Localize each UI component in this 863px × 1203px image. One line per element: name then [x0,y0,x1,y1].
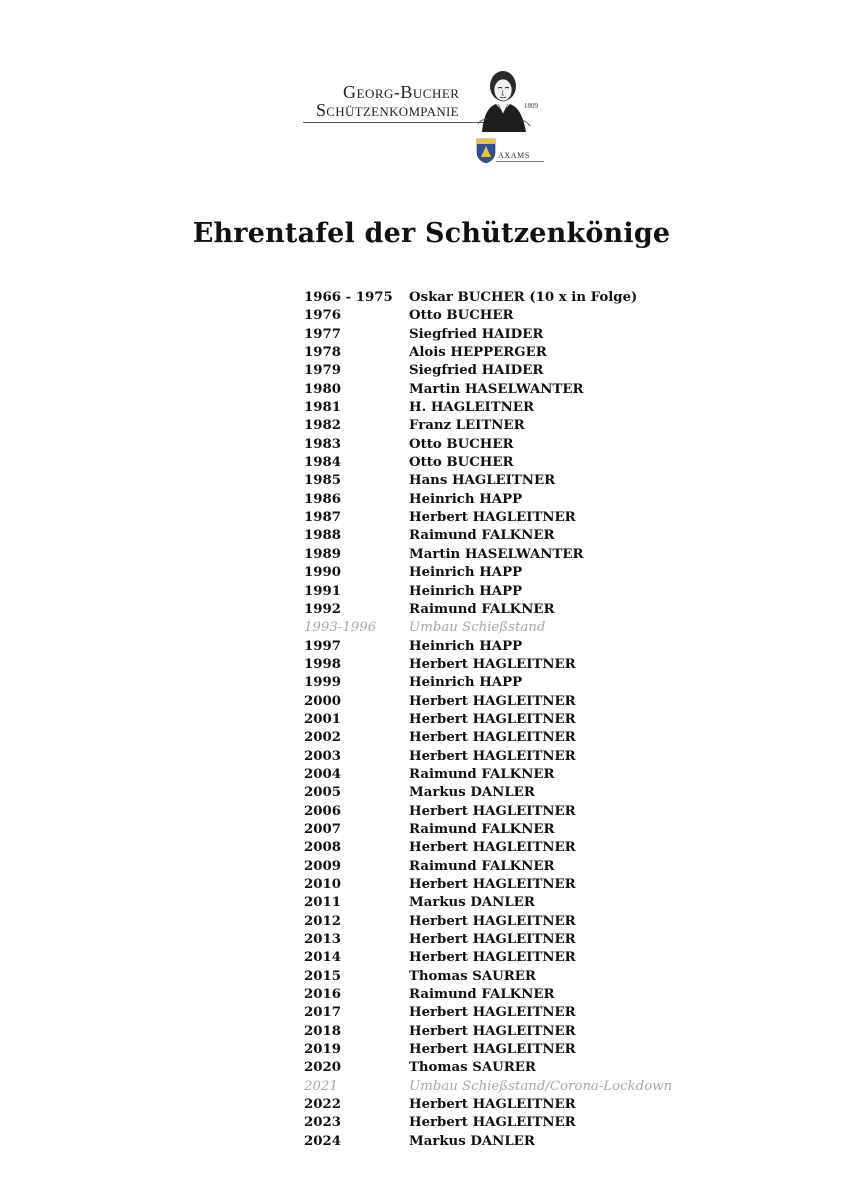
entry-year: 1984 [304,455,342,471]
entry-year: 1991 [304,583,342,599]
champion-row [304,711,724,729]
entry-year: 2015 [304,968,342,984]
entry-year: 2021 [304,1078,338,1094]
champion-row [304,638,724,656]
entry-name: Heinrich HAPP [409,583,523,599]
champion-row [304,326,724,344]
entry-year: 1982 [304,418,342,434]
entry-name: Herbert HAGLEITNER [409,510,576,526]
entry-year: 2014 [304,950,342,966]
entry-name: Franz LEITNER [409,418,525,434]
champion-row [304,913,724,931]
entry-year: 2010 [304,877,342,892]
entry-name: Herbert HAGLEITNER [409,1005,576,1021]
champion-row [304,784,724,802]
entry-name: Hans HAGLEITNER [409,473,556,489]
entry-name: Raimund FALKNER [409,858,555,874]
entry-name: Herbert HAGLEITNER [409,1115,576,1131]
entry-name: Raimund FALKNER [409,766,555,782]
entry-name: Heinrich HAPP [409,491,523,507]
entry-year: 2006 [304,803,342,819]
entry-year: 1988 [304,528,342,544]
entry-name: Siegfried HAIDER [409,326,544,342]
entry-name: Oskar BUCHER (10 x in Folge) [409,290,638,305]
champion-row [304,693,724,711]
entry-name: Markus DANLER [409,1133,535,1149]
champion-row [304,766,724,784]
entry-name: Herbert HAGLEITNER [409,803,576,819]
entry-year: 1990 [304,565,342,581]
entry-year: 1992 [304,601,342,617]
entry-name: Raimund FALKNER [409,821,555,837]
entry-name: Herbert HAGLEITNER [409,693,576,709]
page-title: Ehrentafel der Schützenkönige [192,218,671,249]
entry-year: 2017 [304,1005,342,1021]
entry-name: Siegfried HAIDER [409,363,544,379]
entry-name: Thomas SAURER [409,1060,536,1076]
entry-year: 2001 [304,711,342,727]
entry-name: Raimund FALKNER [409,601,555,617]
entry-name: Martin HASELWANTER [409,546,584,562]
champions-list [304,289,724,1151]
champion-row [304,1004,724,1022]
entry-year: 2016 [304,987,342,1003]
entry-year: 1979 [304,363,342,379]
champion-row [304,674,724,692]
note-row [304,619,724,637]
entry-year: 2003 [304,748,342,764]
champion-row [304,454,724,472]
logo-place-divider [496,161,544,162]
entry-year: 1993-1996 [304,620,377,636]
champion-row [304,399,724,417]
entry-note: Umbau Schießstand [409,620,546,636]
champion-row [304,729,724,747]
entry-name: Raimund FALKNER [409,528,555,544]
entry-year: 2000 [304,693,342,709]
champion-row [304,803,724,821]
entry-year: 1977 [304,326,342,342]
champion-row [304,509,724,527]
entry-name: Herbert HAGLEITNER [409,932,576,948]
entry-year: 1976 [304,308,342,324]
entry-name: Herbert HAGLEITNER [409,656,576,672]
entry-year: 2018 [304,1023,342,1039]
champion-row [304,894,724,912]
entry-name: Herbert HAGLEITNER [409,730,576,746]
entry-name: Markus DANLER [409,785,535,801]
entry-year: 2020 [304,1060,342,1076]
entry-name: Alois HEPPERGER [409,345,547,361]
logo-place: AXAMS [498,151,530,160]
entry-year: 1981 [304,400,342,416]
entry-year: 2023 [304,1115,342,1131]
entry-year: 2009 [304,858,342,874]
entry-name: Herbert HAGLEITNER [409,1042,576,1058]
entry-year: 1978 [304,345,342,361]
champion-row [304,527,724,545]
entry-year: 2004 [304,766,342,782]
entry-year: 2024 [304,1133,342,1149]
coat-of-arms-icon [476,138,496,164]
champion-row [304,436,724,454]
entry-year: 1966 - 1975 [304,290,393,305]
entry-name: Herbert HAGLEITNER [409,913,576,929]
champion-row [304,583,724,601]
champion-row [304,858,724,876]
champion-row [304,1133,724,1151]
champion-row [304,564,724,582]
logo-year: 1809 [524,102,538,110]
entry-year: 1998 [304,656,342,672]
entry-year: 2005 [304,785,342,801]
champion-row [304,1114,724,1132]
entry-year: 1983 [304,436,342,452]
entry-name: Otto BUCHER [409,436,514,452]
entry-name: Raimund FALKNER [409,987,555,1003]
entry-name: H. HAGLEITNER [409,400,534,416]
champion-row [304,656,724,674]
entry-name: Herbert HAGLEITNER [409,840,576,856]
champion-row [304,748,724,766]
champion-row [304,876,724,894]
entry-year: 2008 [304,840,342,856]
champion-row [304,1096,724,1114]
champion-row [304,1059,724,1077]
champion-row [304,491,724,509]
entry-name: Herbert HAGLEITNER [409,711,576,727]
champion-row [304,1023,724,1041]
entry-year: 1999 [304,675,342,691]
champion-row [304,417,724,435]
champion-row [304,344,724,362]
champion-row [304,821,724,839]
champion-row [304,289,724,307]
entry-name: Heinrich HAPP [409,638,523,654]
entry-name: Herbert HAGLEITNER [409,1097,576,1113]
entry-year: 1989 [304,546,342,562]
champion-row [304,307,724,325]
entry-name: Herbert HAGLEITNER [409,950,576,966]
note-row [304,1078,724,1096]
champion-row [304,381,724,399]
entry-name: Heinrich HAPP [409,675,523,691]
champion-row [304,472,724,490]
entry-year: 2011 [304,895,342,911]
champion-row [304,986,724,1004]
entry-note: Umbau Schießstand/Corona-Lockdown [409,1078,673,1094]
entry-year: 2012 [304,913,342,929]
portrait-engraving-icon [472,68,534,132]
entry-name: Martin HASELWANTER [409,381,584,397]
entry-name: Otto BUCHER [409,455,514,471]
champion-row [304,601,724,619]
entry-name: Markus DANLER [409,895,535,911]
champion-row [304,949,724,967]
entry-year: 1997 [304,638,342,654]
entry-year: 1980 [304,381,342,397]
entry-name: Otto BUCHER [409,308,514,324]
champion-row [304,1041,724,1059]
entry-year: 2022 [304,1097,342,1113]
entry-name: Thomas SAURER [409,968,536,984]
champion-row [304,362,724,380]
entry-year: 2007 [304,821,342,837]
entry-name: Herbert HAGLEITNER [409,748,576,764]
champion-row [304,546,724,564]
entry-year: 1986 [304,491,342,507]
champion-row [304,931,724,949]
company-logo [300,68,550,168]
entry-year: 2013 [304,932,342,948]
entry-name: Herbert HAGLEITNER [409,877,576,892]
entry-name: Herbert HAGLEITNER [409,1023,576,1039]
entry-name: Heinrich HAPP [409,565,523,581]
entry-year: 1987 [304,510,342,526]
logo-name-line: Georg-Bucher [343,82,460,102]
logo-company-line: Schützenkompanie [316,100,459,120]
entry-year: 2019 [304,1042,342,1058]
entry-year: 1985 [304,473,342,489]
champion-row [304,968,724,986]
entry-year: 2002 [304,730,342,746]
champion-row [304,839,724,857]
